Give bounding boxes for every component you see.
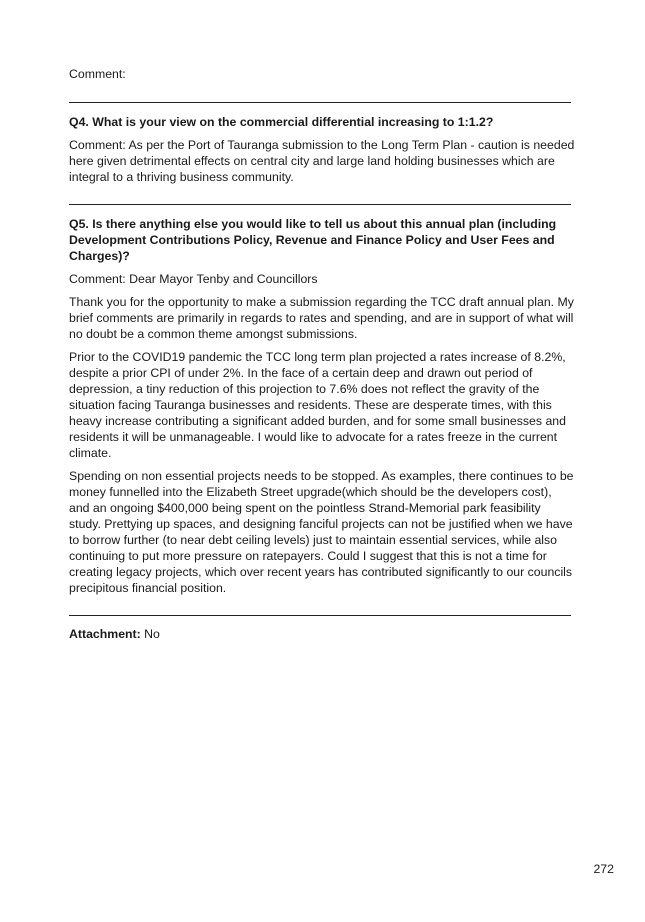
attachment-value: No bbox=[144, 627, 160, 641]
attachment-label: Attachment: bbox=[69, 627, 141, 641]
q5-question: Q5. Is there anything else you would like to tell us about this annual plan (including Development Contributions Policy, Revenue and Finance Policy and User Fees and Charges)? bbox=[69, 217, 557, 263]
document-page bbox=[69, 66, 575, 642]
q4-comment: Comment: As per the Port of Tauranga submission to the Long Term Plan - caution is needed here given detrimental effects on central city and large land holding businesses which are integral to a thriving business community. bbox=[69, 138, 575, 184]
section-divider bbox=[69, 204, 571, 205]
section-divider bbox=[69, 615, 571, 616]
page-number: 272 bbox=[593, 862, 614, 876]
q4-question: Q4. What is your view on the commercial differential increasing to 1:1.2? bbox=[69, 115, 494, 129]
q5-paragraph: Prior to the COVID19 pandemic the TCC long term plan projected a rates increase of 8.2%, despite a prior CPI of under 2%. In the face of a certain deep and drawn out period of depression, a tiny reduction of this projection to 7.6% does not reflect the gravity of the situation facing Tauranga businesses and residents. These are desperate times, with this heavy increase contributing a significant added burden, and for some small businesses and residents it will be unmanageable. I would like to advocate for a rates freeze in the current climate. bbox=[69, 350, 566, 460]
q5-paragraph: Spending on non essential projects needs to be stopped. As examples, there continues to be money funnelled into the Elizabeth Street upgrade(which should be the developers cost), and an ongoing $400,000 being spent on the pointless Strand-Memorial park feasibility study. Prettying up spaces, and designing fanciful projects can not be justified when we have to borrow further (to near debt ceiling levels) just to maintain essential services, while also continuing to put more pressure on ratepayers. Could I suggest that this is not a time for creating legacy projects, which over recent years has contributed significantly to our councils precipitous financial position. bbox=[69, 469, 574, 595]
top-comment-label: Comment: bbox=[69, 67, 126, 81]
q5-comment: Comment: Dear Mayor Tenby and Councillors bbox=[69, 272, 318, 286]
q5-paragraph: Thank you for the opportunity to make a submission regarding the TCC draft annual plan. My brief comments are primarily in regards to rates and spending, and are in support of what will no doubt be a common theme amongst submissions. bbox=[69, 295, 574, 341]
attachment-line bbox=[69, 626, 575, 642]
section-divider bbox=[69, 102, 571, 103]
